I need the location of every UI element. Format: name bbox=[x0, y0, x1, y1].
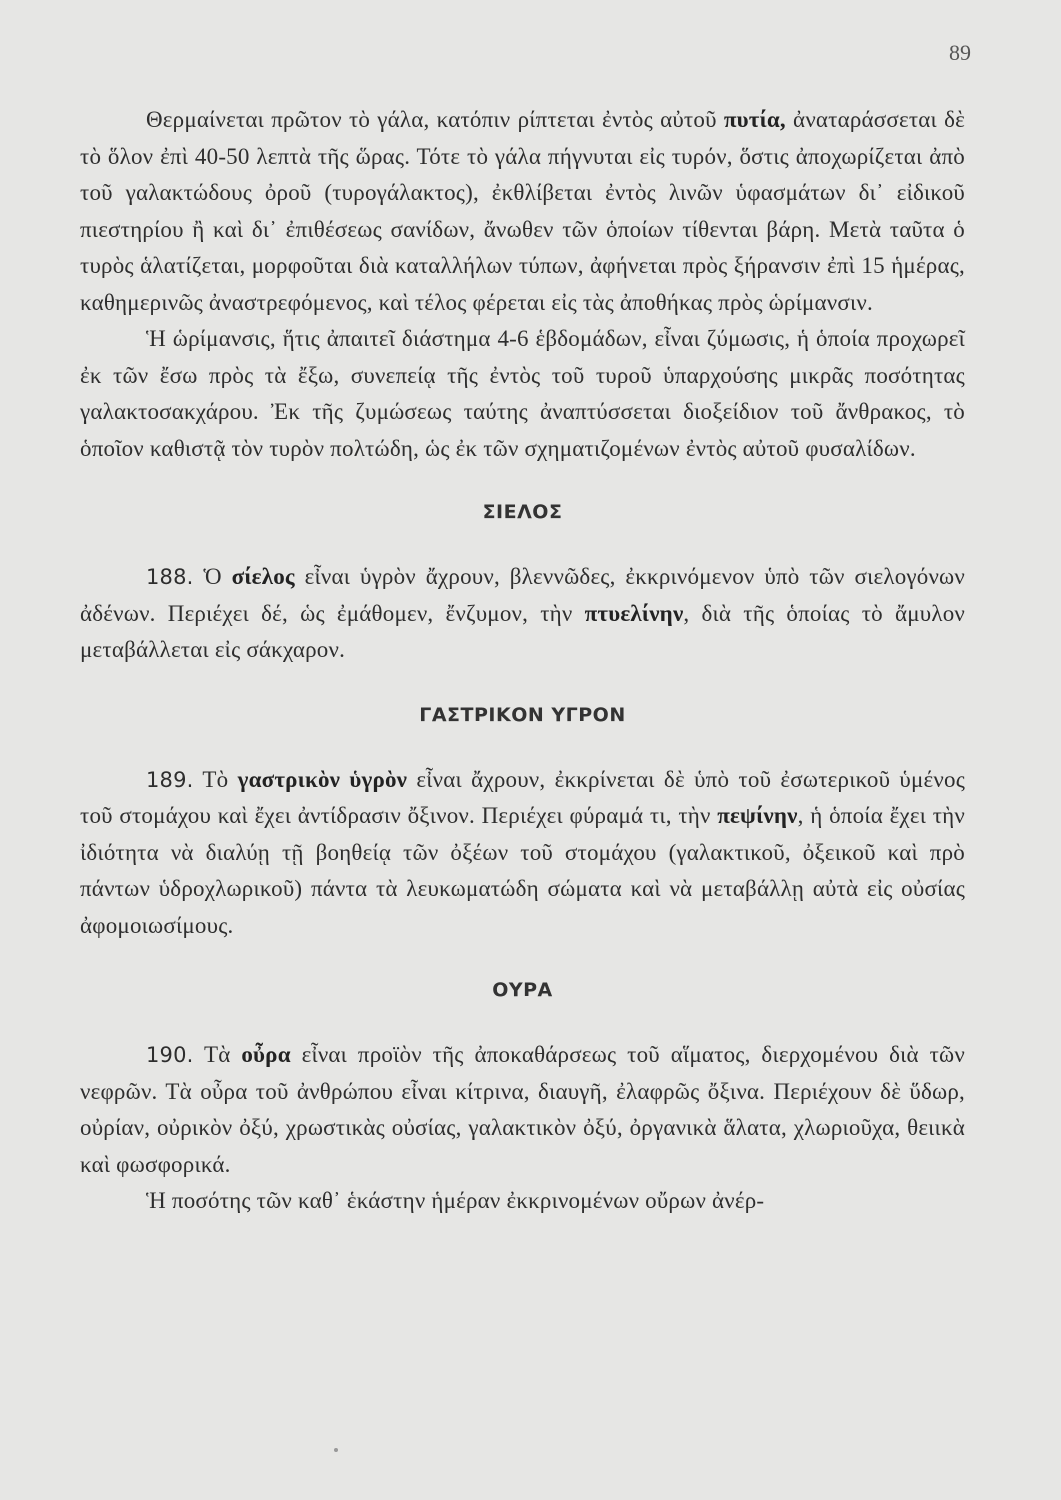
bold-term-pytia: πυτία, bbox=[723, 107, 786, 132]
paragraph-text: Ὁ bbox=[193, 564, 232, 589]
section-heading-saliva: ΣΙΕΛΟΣ bbox=[482, 501, 563, 523]
paragraph-text: ἀναταράσσεται δὲ τὸ ὅλον ἐπὶ 40-50 λεπτὰ τῆς ὥρας. Τότε τὸ γάλα πήγνυται εἰς τυρόν, ὅστις ἀποχωρίζεται ἀπὸ τοῦ γαλακτώδους ὀροῦ (τυρογάλακτος), ἐκθλίβεται ἐντὸς λινῶν ὑφασμάτων δι᾿ εἰδικοῦ πιεστηρίου ἢ καὶ δι᾿ ἐπιθέσεως σανίδων, ἄνωθεν τῶν ὁποίων τίθενται βάρη. Μετὰ ταῦτα ὁ τυρὸς ἁλατίζεται, μορφοῦται διὰ καταλλήλων τύπων, ἀφήνεται πρὸς ξήρανσιν ἐπὶ 15 ἡμέρας, καθημερινῶς ἀναστρεφόμενος, καὶ τέλος φέρεται εἰς τὰς ἀποθήκας πρὸς ὡρίμανσιν. bbox=[80, 107, 965, 315]
paragraph-text: εἶναι ἄχρουν, ἐκκρίνεται δὲ ὑπὸ τοῦ ἐσωτερικοῦ ὑμένος τοῦ στομάχου καὶ ἔχει ἀντίδρασιν ὄξινον. Περιέχει φύραμά τι, τὴν bbox=[80, 766, 966, 828]
paragraph-saliva bbox=[80, 559, 965, 669]
bold-term-gastric-juice: γαστρικὸν ὑγρὸν bbox=[237, 766, 408, 792]
paragraph-text: εἶναι προϊὸν τῆς ἀποκαθάρσεως τοῦ αἵματος, διερχομένου διὰ τῶν νεφρῶν. Τὰ οὖρα τοῦ ἀνθρώπου εἶναι κίτρινα, διαυγῆ, ἐλαφρῶς ὄξινα. Περιέχουν δὲ ὕδωρ, οὐρίαν, οὐρικὸν ὀξύ, χρωστικὰς οὐσίας, γαλακτικὸν ὀξύ, ὀργανικὰ ἅλατα, χλωριοῦχα, θειικὰ καὶ φωσφορικά. bbox=[80, 1042, 965, 1177]
paragraph-text: εἶναι ὑγρὸν ἄχρουν, βλεννῶδες, ἐκκρινόμενον ὑπὸ τῶν σιελογόνων ἀδένων. Περιέχει δέ, ὡς ἐμάθομεν, ἔνζυμον, τὴν bbox=[80, 564, 965, 626]
bold-term-pepsin: πεψίνην bbox=[717, 803, 798, 828]
section-heading-urine: ΟΥΡΑ bbox=[492, 979, 553, 1001]
text-column bbox=[80, 102, 965, 1220]
paragraph-ripening: Ἡ ὡρίμανσις, ἥτις ἀπαιτεῖ διάστημα 4-6 ἑβδομάδων, εἶναι ζύμωσις, ἡ ὁποία προχωρεῖ ἐκ τῶν ἔσω πρὸς τὰ ἔξω, συνεπείᾳ τῆς ἐντὸς τοῦ τυροῦ ὑπαρχούσης μικρᾶς ποσότητας γαλακτοσακχάρου. Ἐκ τῆς ζυμώσεως ταύτης ἀναπτύσσεται διοξείδιον τοῦ ἄνθρακος, τὸ ὁποῖον καθιστᾷ τὸν τυρὸν πολτώδη, ὡς ἐκ τῶν σχηματιζομένων ἐντὸς αὐτοῦ φυσαλίδων. bbox=[80, 326, 965, 461]
paragraph-text: Θερμαίνεται πρῶτον τὸ γάλα, κατόπιν ρίπτεται ἐντὸς αὐτοῦ bbox=[146, 107, 724, 132]
paragraph-cheese-making bbox=[80, 102, 965, 321]
bold-term-saliva: σίελος bbox=[231, 564, 295, 589]
paragraph-text: Τὰ bbox=[193, 1042, 242, 1067]
paragraph-text: , ἡ ὁποία ἔχει τὴν ἰδιότητα νὰ διαλύῃ τῇ βοηθείᾳ τῶν ὀξέων τοῦ στομάχου (γαλακτικοῦ, ὀξεικοῦ καὶ πρὸ πάντων ὑδροχλωρικοῦ) πάντα τὰ λευκωματώδη σώματα καὶ νὰ μεταβάλλῃ αὐτὰ εἰς οὐσίας ἀφομοιωσίμους. bbox=[80, 803, 965, 938]
paragraph-text: , διὰ τῆς ὁποίας τὸ ἄμυλον μεταβάλλεται εἰς σάκχαρον. bbox=[80, 600, 965, 662]
page-number: 89 bbox=[949, 40, 971, 65]
page-speck bbox=[334, 1448, 338, 1452]
section-number: 188. bbox=[146, 565, 194, 589]
bold-term-urine: οὖρα bbox=[241, 1042, 291, 1067]
paragraph-gastric-juice bbox=[80, 762, 965, 945]
bold-term-ptyalin: πτυελίνην bbox=[584, 600, 684, 626]
section-number: 189. bbox=[146, 767, 194, 792]
paragraph-text: Τὸ bbox=[193, 766, 238, 792]
paragraph-urine bbox=[80, 1037, 965, 1183]
section-heading-gastric-juice: ΓΑΣΤΡΙΚΟΝ ΥΓΡΟΝ bbox=[419, 703, 626, 726]
paragraph-urine-quantity: Ἡ ποσότης τῶν καθ᾿ ἑκάστην ἡμέραν ἐκκρινομένων οὔρων ἀνέρ- bbox=[146, 1188, 765, 1213]
section-number: 190. bbox=[146, 1043, 194, 1067]
